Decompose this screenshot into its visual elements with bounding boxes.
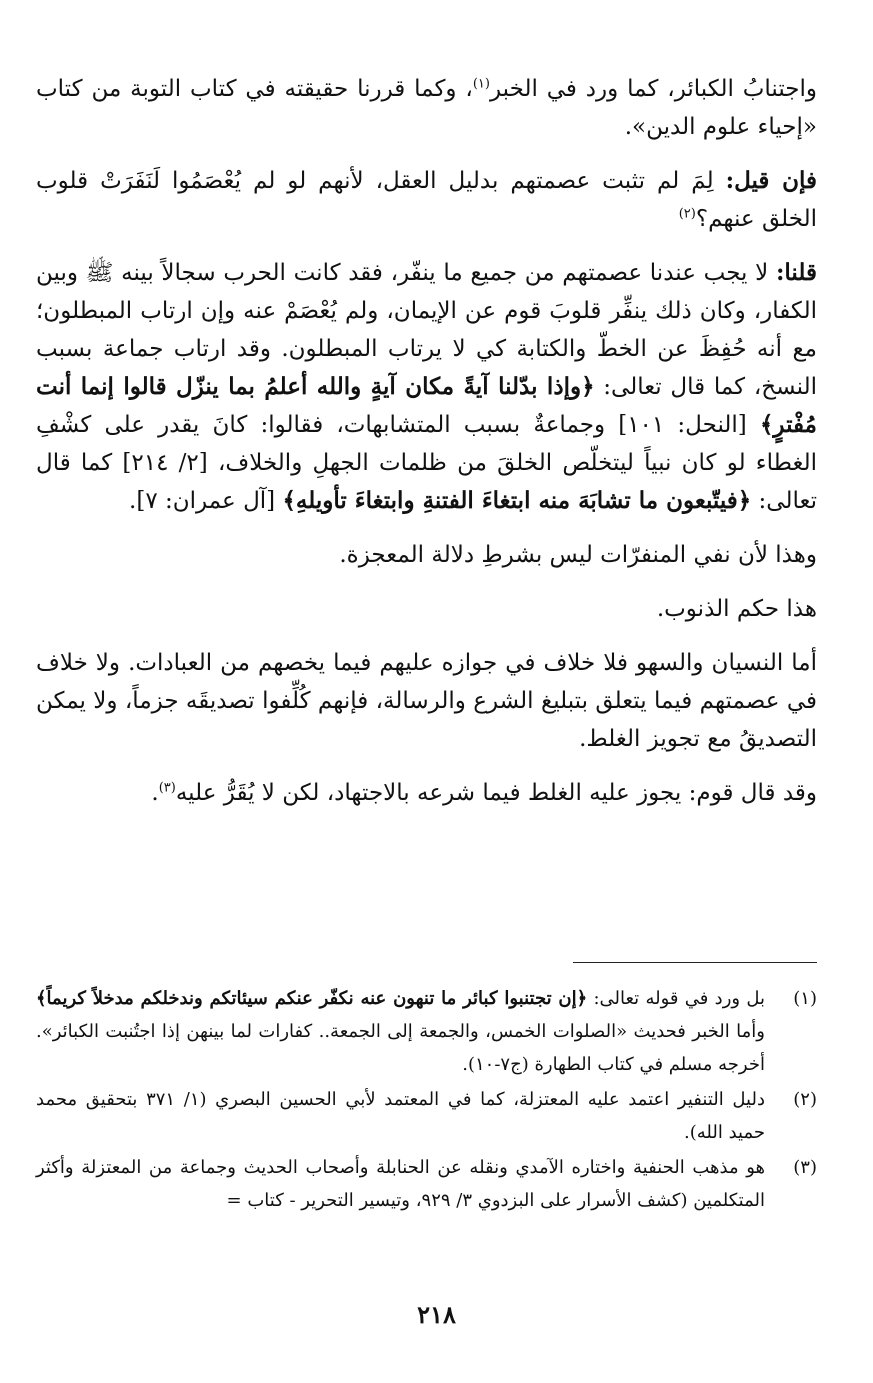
p2-text: لِمَ لم تثبت عصمتهم بدليل العقل، لأنهم لو لم يُعْصَمُوا لَنَفَرَتْ قلوب الخلق عنهم؟	[36, 168, 817, 232]
paragraph-4: وهذا لأن نفي المنفرّات ليس بشرطِ دلالة المعجزة.	[339, 542, 817, 568]
footnote-number: (٢)	[793, 1089, 817, 1110]
footnote-marker-1: (١)	[472, 76, 490, 92]
footnote-marker-2: (٢)	[678, 206, 696, 222]
footnote-marker-3: (٣)	[158, 780, 176, 796]
p3-text-1: لا يجب عندنا عصمتهم من جميع ما ينفّر، فقد كانت الحرب سجالاً بينه ﷺ وبين الكفار، وكان ذلك ينفِّر قلوبَ قوم عن الإيمان، ولم يُعْصَمْ عنه وإن ارتاب المبطلون؛ مع أنه حُفِظَ عن الخطّ والكتابة كي لا يرتاب المبطلون. وقد ارتاب جماعة بسبب النسخ، كما قال تعالى:	[36, 260, 817, 400]
quran-quote-2: ﴿فيتّبعون ما تشابَهَ منه ابتغاءَ الفتنةِ وابتغاءَ تأويلهِ﴾	[282, 487, 752, 514]
footnotes	[36, 982, 817, 1219]
p7-text-after: .	[151, 780, 159, 806]
footnote-text	[36, 982, 765, 1081]
paragraph-1	[36, 70, 817, 146]
p3-text-3: [آل عمران: ٧].	[129, 488, 283, 514]
p3-text-2: [النحل: ١٠١] وجماعةٌ بسبب المتشابهات، فقالوا: كانَ يقدر على كشْفِ الغطاء لو كان نبياً ليتخلّص الخلقَ من ظلمات الجهلِ والخلاف، [٢/ ٢١٤] كما قال تعالى:	[36, 412, 817, 514]
quran-quote-1: ﴿وإذا بدّلنا آيةً مكان آيةٍ والله أعلمُ بما ينزّل قالوا إنما أنت مُفْترٍ﴾	[36, 373, 817, 438]
p1-text-after: ، وكما قررنا حقيقته في كتاب التوبة من كتاب «إحياء علوم الدين».	[36, 76, 817, 140]
footnote-text: دليل التنفير اعتمد عليه المعتزلة، كما في المعتمد لأبي الحسين البصري (١/ ٣٧١ بتحقيق محمد حميد الله).	[36, 1089, 765, 1143]
p2-lead: فإن قيل:	[725, 167, 817, 194]
footnote-text: هو مذهب الحنفية واختاره الآمدي ونقله عن الحنابلة وأصحاب الحديث وجماعة من المعتزلة وأكثر المتكلمين (كشف الأسرار على البزدوي ٣/ ٩٢٩، وتيسير التحرير - كتاب =	[36, 1157, 765, 1211]
footnote-divider	[573, 962, 817, 963]
paragraph-7	[36, 774, 817, 812]
p7-text-before: وقد قال قوم: يجوز عليه الغلط فيما شرعه بالاجتهاد، لكن لا يُقَرُّ عليه	[175, 780, 817, 806]
footnote-3	[36, 1151, 817, 1217]
footnote-1	[36, 982, 817, 1081]
footnote-quote: ﴿إن تجتنبوا كبائر ما تنهون عنه نكفّر عنكم سيئاتكم وندخلكم مدخلاً كريماً﴾	[36, 988, 588, 1009]
paragraph-3	[36, 254, 817, 520]
footnote-text-before: بل ورد في قوله تعالى:	[587, 988, 765, 1009]
footnote-text-after: وأما الخبر فحديث «الصلوات الخمس، والجمعة إلى الجمعة.. كفارات لما بينهن إذا اجتُنبت الكبائر». أخرجه مسلم في كتاب الطهارة (ج٧-١٠).	[36, 1021, 765, 1075]
footnote-number: (١)	[793, 988, 817, 1009]
paragraph-5: هذا حكم الذنوب.	[656, 596, 817, 622]
p1-text-before: واجتنابُ الكبائر، كما ورد في الخبر	[489, 76, 817, 102]
page-number: ٢١٨	[417, 1300, 456, 1329]
paragraph-6: أما النسيان والسهو فلا خلاف في جوازه عليهم فيما يخصهم من العبادات. ولا خلاف في عصمتهم فيما يتعلق بتبليغ الشرع والرسالة، فإنهم كُلِّفوا تصديقَه جزماً، ولا يمكن التصديقُ مع تجويز الغلط.	[36, 650, 817, 752]
p3-lead: قلنا:	[775, 259, 817, 286]
footnote-2	[36, 1083, 817, 1149]
paragraph-2	[36, 162, 817, 238]
footnote-number: (٣)	[793, 1157, 817, 1178]
main-text	[36, 70, 817, 828]
